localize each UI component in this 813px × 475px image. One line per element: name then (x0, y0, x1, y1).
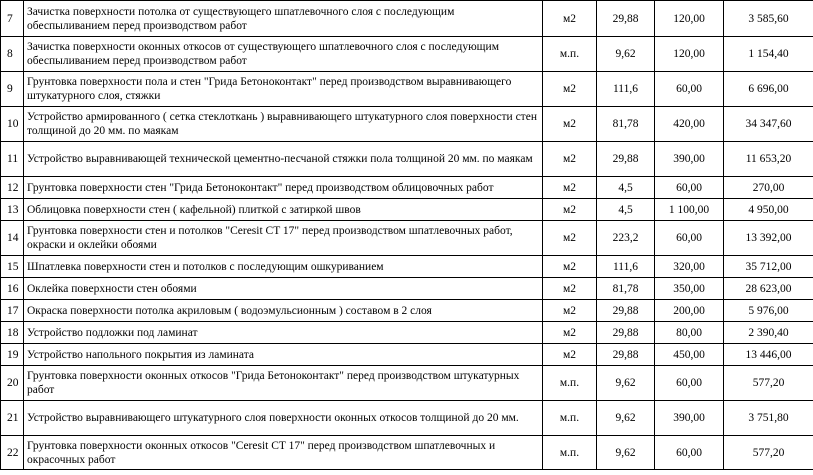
line-total: 2 390,40 (724, 322, 813, 344)
table-body (1, 1, 813, 470)
unit-price: 420,00 (655, 107, 724, 142)
quantity: 9,62 (597, 366, 655, 401)
line-total: 13 392,00 (724, 221, 813, 256)
work-description: Зачистка поверхности потолка от существующего шпатлевочного слоя с последующим обеспыливанием перед производством работ (24, 1, 543, 37)
work-description: Облицовка поверхности стен ( кафельной) плиткой с затиркой швов (24, 199, 543, 221)
unit-price: 1 100,00 (655, 199, 724, 221)
unit-price: 450,00 (655, 344, 724, 366)
quantity: 4,5 (597, 199, 655, 221)
line-total: 3 751,80 (724, 401, 813, 436)
quantity: 223,2 (597, 221, 655, 256)
unit-of-measure: м2 (543, 142, 597, 177)
quantity: 81,78 (597, 107, 655, 142)
work-description: Грунтовка поверхности оконных откосов "Ceresit CT 17" перед производством шпатлевочных и окрасочных работ (24, 436, 543, 470)
line-total: 28 623,00 (724, 278, 813, 300)
unit-of-measure: м2 (543, 177, 597, 199)
unit-of-measure: м2 (543, 1, 597, 37)
quantity: 29,88 (597, 344, 655, 366)
unit-of-measure: м.п. (543, 366, 597, 401)
table-row (1, 37, 813, 72)
quantity: 29,88 (597, 322, 655, 344)
row-number: 22 (1, 436, 24, 470)
work-description: Грунтовка поверхности стен и потолков "Ceresit CT 17" перед производством шпатлевочных работ, окраски и оклейки обоями (24, 221, 543, 256)
work-description: Устройство напольного покрытия из ламината (24, 344, 543, 366)
quantity: 9,62 (597, 401, 655, 436)
unit-price: 350,00 (655, 278, 724, 300)
unit-of-measure: м2 (543, 256, 597, 278)
table-row (1, 256, 813, 278)
unit-of-measure: м2 (543, 300, 597, 322)
unit-price: 390,00 (655, 142, 724, 177)
unit-price: 200,00 (655, 300, 724, 322)
line-total: 13 446,00 (724, 344, 813, 366)
row-number: 10 (1, 107, 24, 142)
unit-price: 60,00 (655, 177, 724, 199)
row-number: 12 (1, 177, 24, 199)
line-total: 5 976,00 (724, 300, 813, 322)
unit-of-measure: м2 (543, 322, 597, 344)
line-total: 577,20 (724, 366, 813, 401)
quantity: 29,88 (597, 300, 655, 322)
work-description: Устройство армированного ( сетка стеклоткань ) выравнивающего штукатурного слоя поверхности стен толщиной до 20 мм. по маякам (24, 107, 543, 142)
work-description: Грунтовка поверхности пола и стен "Грида Бетоноконтакт" перед производством выравнивающего штукатурного слоя, стяжки (24, 72, 543, 107)
row-number: 14 (1, 221, 24, 256)
table-row (1, 436, 813, 470)
row-number: 11 (1, 142, 24, 177)
unit-of-measure: м2 (543, 72, 597, 107)
row-number: 17 (1, 300, 24, 322)
unit-price: 120,00 (655, 1, 724, 37)
line-total: 1 154,40 (724, 37, 813, 72)
unit-price: 80,00 (655, 322, 724, 344)
table-row (1, 401, 813, 436)
line-total: 34 347,60 (724, 107, 813, 142)
table-row (1, 72, 813, 107)
unit-of-measure: м2 (543, 278, 597, 300)
line-total: 4 950,00 (724, 199, 813, 221)
line-total: 577,20 (724, 436, 813, 470)
table-row (1, 107, 813, 142)
line-total: 11 653,20 (724, 142, 813, 177)
quantity: 4,5 (597, 177, 655, 199)
unit-of-measure: м2 (543, 199, 597, 221)
quantity: 81,78 (597, 278, 655, 300)
unit-of-measure: м.п. (543, 37, 597, 72)
table-row (1, 366, 813, 401)
unit-of-measure: м.п. (543, 436, 597, 470)
row-number: 16 (1, 278, 24, 300)
work-description: Грунтовка поверхности оконных откосов "Грида Бетоноконтакт" перед производством штукатурных работ (24, 366, 543, 401)
unit-price: 320,00 (655, 256, 724, 278)
row-number: 20 (1, 366, 24, 401)
work-description: Устройство выравнивающей технической цементно-песчаной стяжки пола толщиной 20 мм. по маякам (24, 142, 543, 177)
work-description: Шпатлевка поверхности стен и потолков с последующим ошкуриванием (24, 256, 543, 278)
table-row (1, 142, 813, 177)
unit-of-measure: м2 (543, 221, 597, 256)
line-total: 3 585,60 (724, 1, 813, 37)
table-row (1, 344, 813, 366)
work-description: Оклейка поверхности стен обоями (24, 278, 543, 300)
unit-of-measure: м2 (543, 344, 597, 366)
work-description: Зачистка поверхности оконных откосов от существующего шпатлевочного слоя с последующим обеспыливанием перед производством работ (24, 37, 543, 72)
row-number: 8 (1, 37, 24, 72)
work-description: Устройство подложки под ламинат (24, 322, 543, 344)
unit-of-measure: м2 (543, 107, 597, 142)
table-row (1, 177, 813, 199)
quantity: 9,62 (597, 37, 655, 72)
table-row (1, 1, 813, 37)
row-number: 19 (1, 344, 24, 366)
unit-price: 60,00 (655, 72, 724, 107)
unit-price: 60,00 (655, 221, 724, 256)
quantity: 111,6 (597, 256, 655, 278)
table-row (1, 322, 813, 344)
row-number: 13 (1, 199, 24, 221)
quantity: 9,62 (597, 436, 655, 470)
row-number: 7 (1, 1, 24, 37)
quantity: 29,88 (597, 1, 655, 37)
table-row (1, 221, 813, 256)
table-row (1, 300, 813, 322)
quantity: 29,88 (597, 142, 655, 177)
line-total: 270,00 (724, 177, 813, 199)
unit-price: 60,00 (655, 436, 724, 470)
work-description: Грунтовка поверхности стен "Грида Бетоноконтакт" перед производством облицовочных работ (24, 177, 543, 199)
line-total: 6 696,00 (724, 72, 813, 107)
unit-of-measure: м.п. (543, 401, 597, 436)
table-row (1, 278, 813, 300)
line-total: 35 712,00 (724, 256, 813, 278)
row-number: 9 (1, 72, 24, 107)
work-description: Устройство выравнивающего штукатурного слоя поверхности оконных откосов толщиной до 20 мм. (24, 401, 543, 436)
unit-price: 120,00 (655, 37, 724, 72)
row-number: 21 (1, 401, 24, 436)
unit-price: 60,00 (655, 366, 724, 401)
row-number: 18 (1, 322, 24, 344)
row-number: 15 (1, 256, 24, 278)
table-row (1, 199, 813, 221)
work-description: Окраска поверхности потолка акриловым ( водоэмульсионным ) составом в 2 слоя (24, 300, 543, 322)
unit-price: 390,00 (655, 401, 724, 436)
quantity: 111,6 (597, 72, 655, 107)
